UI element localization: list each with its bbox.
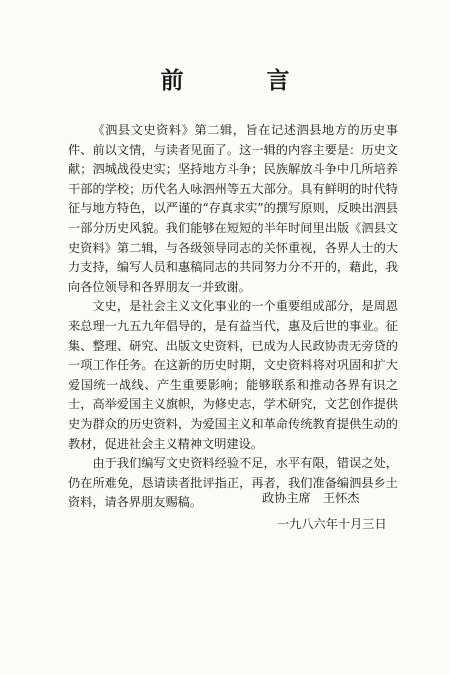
paragraph-2: 文史，是社会主义文化事业的一个重要组成部分，是周恩来总理一九五九年倡导的，是有益当代，惠及后世的事业。征集、整理、研究、出版文史资料，已成为人民政协责无旁贷的一项工作任务。在这新的历史时期，文史资料将对巩固和扩大爱国统一战线、产生重要影响；能够联系和推动各界有识之士，高举爱国主义旗帜，为修史志，学术研究，文艺创作提供史为群众的历史资料，为爱国主义和革命传统教育提供生动的教材，促进社会主义精神文明建设。 — [68, 299, 398, 451]
signature-author: 政协主席 王怀杰 — [262, 491, 360, 505]
preface-body — [68, 121, 398, 513]
paragraph-1: 《泗县文史资料》第二辑，旨在记述泗县地方的历史事件、前以文情，与读者见面了。这一辑的内容主要是：历史文献；泗城战役史实；坚持地方斗争；民族解放斗争中几所培养干部的学校；历代名人咏泗州等五大部分。具有鲜明的时代特征与地方特色，以严谨的“存真求实”的撰写原则，反映出泗县一部分历史风貌。我们能够在短短的半年时间里出版《泗县文史资料》第二辑，与各级领导同志的关怀重视，各界人士的大力支持，编写人员和惠稿同志的共同努力分不开的，藉此，我向各位领导和各界朋友一并致谢。 — [68, 123, 398, 294]
signature-date: 一九八六年十月三日 — [277, 517, 387, 531]
page-title: 前 言 — [160, 67, 320, 94]
paragraph-3: 由于我们编写文史资料经验不足，水平有限，错误之处，仍在所难免，恳请读者批评指正，再者，我们准备编泗县乡土资料，请各界朋友赐稿。 — [68, 456, 398, 510]
